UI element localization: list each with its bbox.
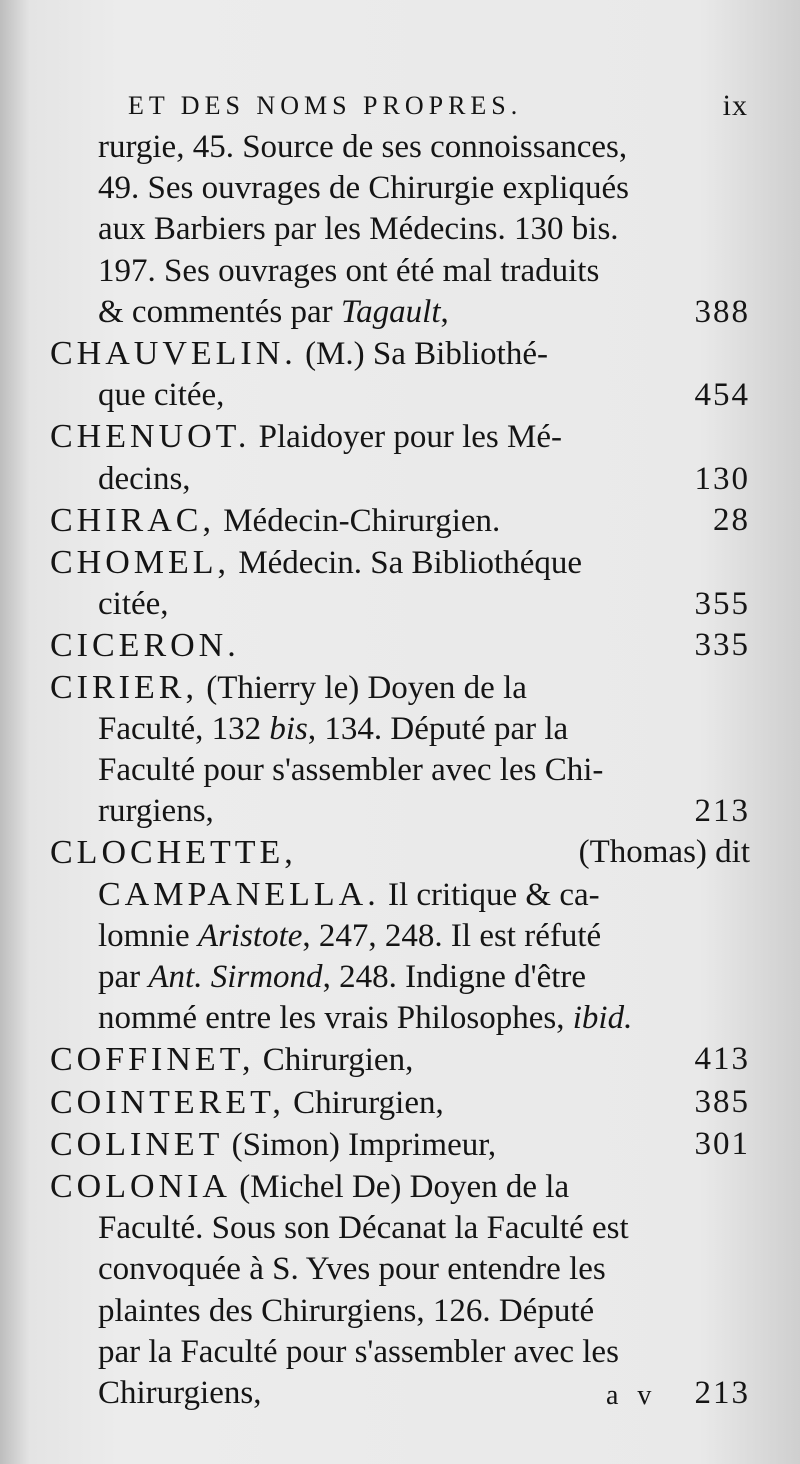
entry-text: (Thomas) dit <box>578 834 750 871</box>
text-line <box>50 998 750 1039</box>
text-line <box>50 709 750 750</box>
entry-text: Plaidoyer pour les Mé- <box>258 419 563 456</box>
page-reference: 28 <box>713 501 750 538</box>
entry-text: (Michel De) Doyen de la <box>239 1169 570 1206</box>
entry-text: decins, <box>98 460 191 497</box>
index-entry <box>50 1124 750 1166</box>
text-line: Faculté pour s'assembler avec les Chi- <box>98 752 604 789</box>
entry-text: Chirurgien, <box>262 1042 414 1079</box>
text-fragment: , <box>440 293 449 330</box>
entry-text: (Simon) Imprimeur, <box>231 1126 497 1163</box>
index-entry <box>50 416 750 499</box>
page-folio: ix <box>722 89 748 122</box>
entry-name: CIRIER, <box>50 668 198 706</box>
text-line-with-page <box>50 459 750 500</box>
text-line: Faculté. Sous son Décanat la Faculté est <box>98 1210 629 1247</box>
entry-name: COLINET <box>50 1125 224 1163</box>
page-reference: 385 <box>694 1083 750 1120</box>
entry-name: COFFINET, <box>50 1041 255 1079</box>
index-entry-continuation <box>50 127 750 333</box>
signature-mark: a v <box>606 1380 658 1411</box>
text-line: 49. Ses ouvrages de Chirurgie expliqués <box>98 170 629 207</box>
text-line: aux Barbiers par les Médecins. 130 bis. <box>98 211 619 248</box>
entry-text: (M.) Sa Bibliothé- <box>305 336 548 373</box>
index-entry <box>50 832 750 1039</box>
index-entry <box>50 1082 750 1124</box>
entry-name: CLOCHETTE, <box>50 834 297 872</box>
text-line: par la Faculté pour s'assembler avec les <box>98 1333 619 1370</box>
running-header <box>128 86 748 126</box>
page-reference: 335 <box>694 627 750 664</box>
entry-name: CHAUVELIN. <box>50 335 297 373</box>
text-line: 197. Ses ouvrages ont été mal traduits <box>98 252 600 289</box>
page-reference: 130 <box>694 460 750 497</box>
page-reference: 301 <box>694 1125 750 1162</box>
entry-text: Chirurgien, <box>293 1084 444 1121</box>
entry-name: COLONIA <box>50 1168 231 1206</box>
text-line: plaintes des Chirurgiens, 126. Député <box>98 1292 595 1329</box>
text-fragment: , 134. Député par la <box>307 710 569 747</box>
page-reference: 213 <box>694 793 750 830</box>
entry-text: citée, <box>98 586 169 623</box>
index-entry <box>50 1166 750 1414</box>
index-entry <box>50 500 750 542</box>
italic-word: ibid. <box>572 1000 633 1037</box>
entry-text: (Thierry le) Doyen de la <box>206 669 527 706</box>
entry-text: Médecin. Sa Bibliothéque <box>238 545 582 582</box>
italic-name: Tagault <box>340 293 441 330</box>
entry-name: CICERON. <box>50 627 240 665</box>
text-line-with-page <box>50 584 750 625</box>
entry-name: COINTERET, <box>50 1083 285 1121</box>
entry-text: que citée, <box>98 377 225 414</box>
index-entry <box>50 667 750 833</box>
text-fragment: nommé entre les vrais Philosophes, <box>98 1000 573 1037</box>
running-title: ET DES NOMS PROPRES. <box>128 91 523 120</box>
text-line-with-page <box>98 292 750 333</box>
text-line <box>50 874 750 916</box>
entry-text: Il critique & ca- <box>387 876 600 913</box>
index-entry <box>50 333 750 416</box>
index-entry <box>50 542 750 625</box>
page-reference: 454 <box>694 377 750 414</box>
page-reference: 213 <box>694 1375 750 1412</box>
index-entry <box>50 1039 750 1081</box>
entry-text: Chirurgiens, <box>98 1375 262 1412</box>
entry-name: CHENUOT. <box>50 418 251 456</box>
page-reference: 413 <box>694 1041 750 1078</box>
italic-name: Aristote <box>197 917 303 954</box>
text-line: rurgie, 45. Source de ses connoissances, <box>98 129 628 165</box>
text-fragment: , 247, 248. Il est réfuté <box>302 917 602 954</box>
text-fragment: Faculté, 132 <box>98 710 270 747</box>
italic-name: Ant. Sirmond <box>148 959 323 996</box>
entry-text: rurgiens, <box>98 793 214 830</box>
text-fragment: par <box>98 959 149 996</box>
text-fragment: , 248. Indigne d'être <box>322 959 587 996</box>
text-line-with-page <box>50 791 750 832</box>
italic-word: bis <box>269 710 308 747</box>
entry-name: CHOMEL, <box>50 544 231 582</box>
page-reference: 355 <box>694 586 750 623</box>
index-entry <box>50 625 750 666</box>
index-text <box>50 127 750 1414</box>
text-fragment: lomnie <box>98 917 198 954</box>
text-line-with-page <box>50 375 750 416</box>
page-reference: 388 <box>694 293 750 330</box>
text-line <box>50 916 750 957</box>
text-line <box>50 957 750 998</box>
text-fragment: & commentés par <box>98 293 341 330</box>
text-line: convoquée à S. Yves pour entendre les <box>98 1251 606 1288</box>
entry-name: CHIRAC, <box>50 501 215 539</box>
entry-text: Médecin-Chirurgien. <box>223 502 501 539</box>
entry-name-secondary: CAMPANELLA. <box>98 875 380 913</box>
